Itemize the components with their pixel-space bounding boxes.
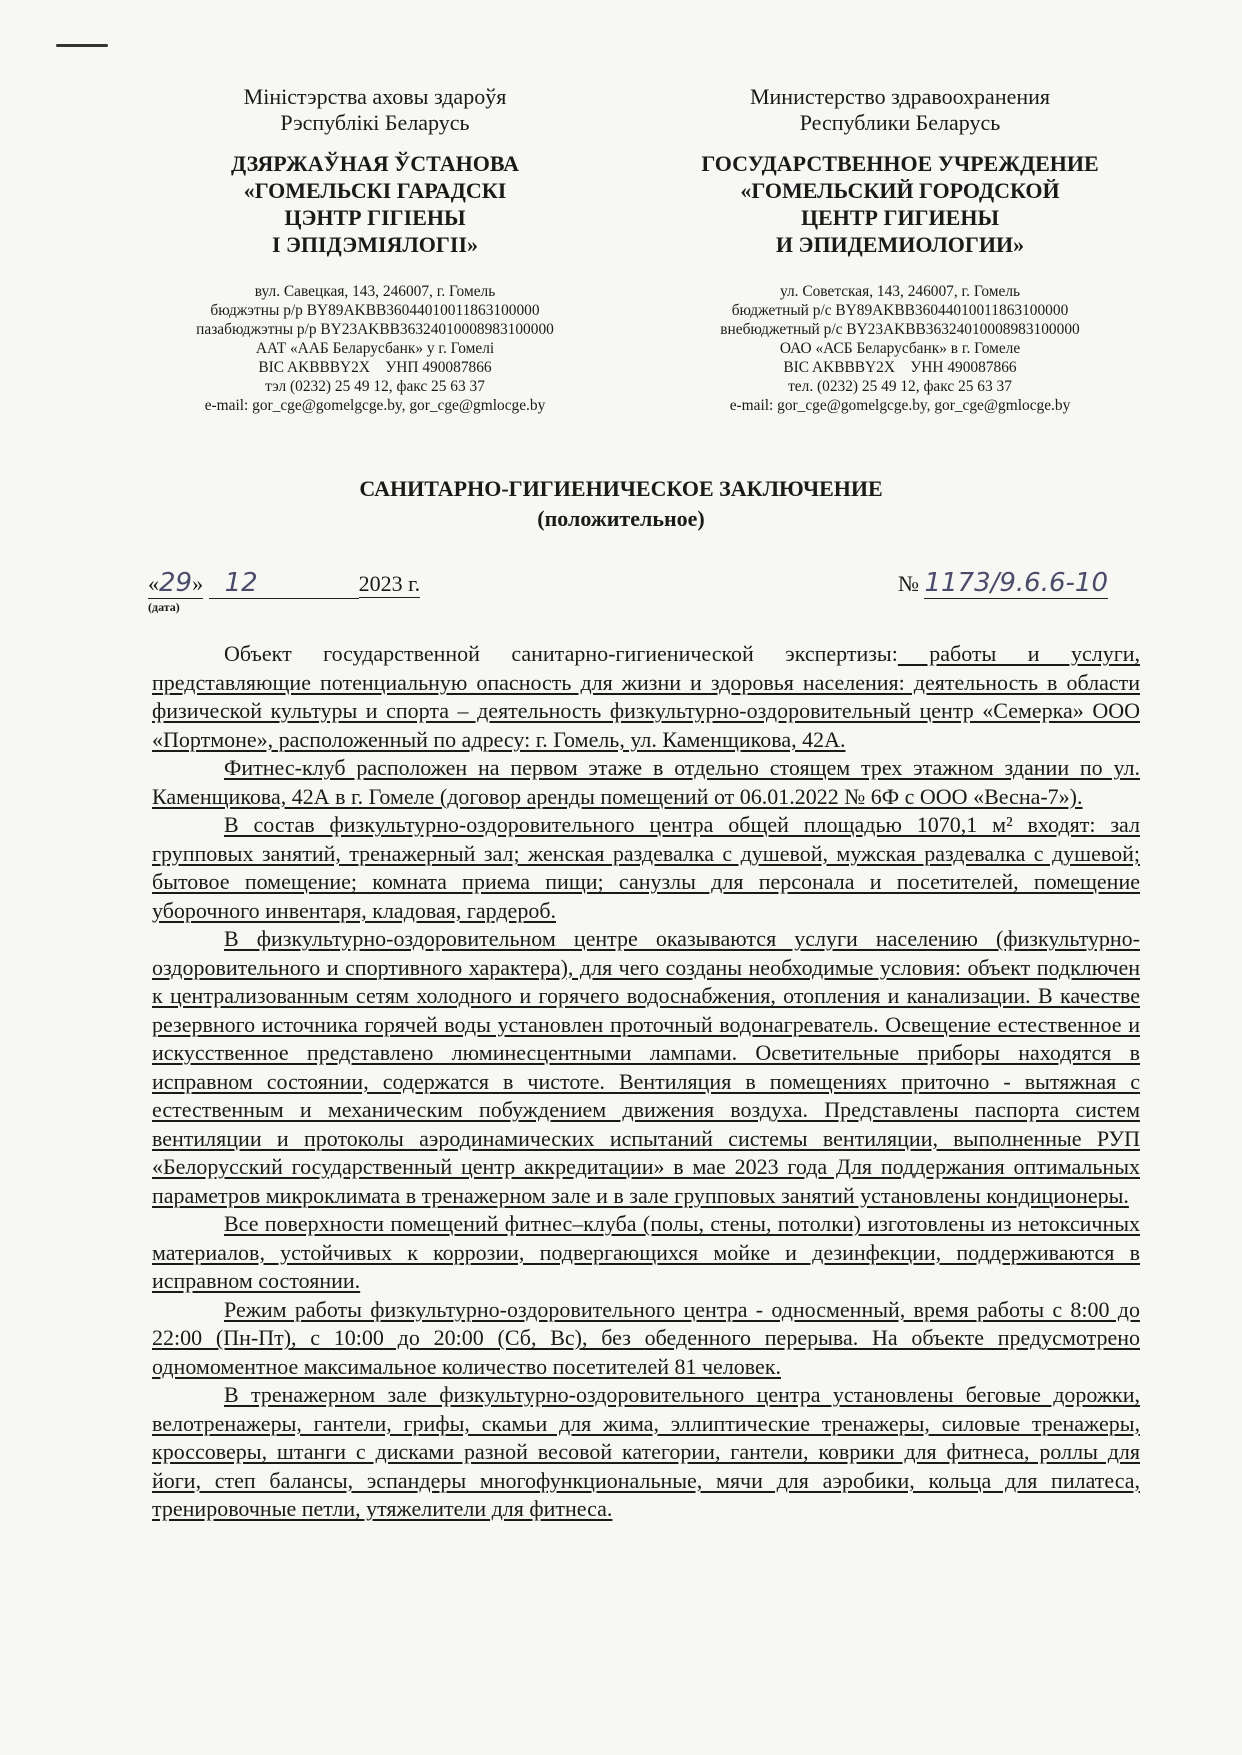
paragraph-location: Фитнес-клуб расположен на первом этаже в отдельно стоящем трех этажном здании по ул. Каменщикова, 42А в г. Гомеле (договор аренды помещений от 06.01.2022 № 6Ф с ООО «Весна-7»).: [152, 755, 1140, 809]
organization-name-by: ДЗЯРЖАЎНАЯ ЎСТАНОВА «ГОМЕЛЬСКІ ГАРАДСКІ ЦЭНТР ГІГІЕНЫ І ЭПІДЭМІЯЛОГІІ»: [230, 151, 520, 257]
document-body: [152, 640, 1140, 1524]
date-number-row: [148, 560, 1108, 614]
header-right: [650, 84, 1150, 415]
paragraph-services: В физкультурно-оздоровительном центре оказываются услуги населению (физкультурно-оздоровительного и спортивного характера), для чего созданы необходимые условия: объект подключен к централизованным сетям холодного и горячего водоснабжения, отопления и канализации. В качестве резервного источника горячей воды установлен проточный водонагреватель. Освещение естественное и искусственное представлено люминесцентными лампами. Осветительные приборы находятся в исправном состоянии, содержатся в чистоте. Вентиляция в помещениях приточно - вытяжная с естественным и механическим побуждением движения воздуха. Представлены паспорта систем вентиляции и протоколы аэродинамических испытаний системы вентиляции, выполненные РУП «Белорусский государственный центр аккредитации» в мае 2023 года Для поддержания оптимальных параметров микроклимата в тренажерном зале и в зале групповых занятий установлены кондиционеры.: [152, 926, 1140, 1208]
document-subtitle: (положительное): [537, 506, 705, 531]
document-date: «29» 12 2023 г.: [148, 568, 421, 598]
organization-name-ru: ГОСУДАРСТВЕННОЕ УЧРЕЖДЕНИЕ «ГОМЕЛЬСКИЙ ГОРОДСКОЙ ЦЕНТР ГИГИЕНЫ И ЭПИДЕМИОЛОГИИ»: [701, 151, 1099, 257]
paragraph-composition: В состав физкультурно-оздоровительного центра общей площадью 1070,1 м² входят: зал групповых занятий, тренажерный зал; женская раздевалка с душевой, мужская раздевалка с душевой; бытовое помещение; комната приема пищи; санузлы для персонала и посетителей, помещение уборочного инвентаря, кладовая, гардероб.: [152, 812, 1140, 923]
organization-details-ru: ул. Советская, 143, 246007, г. Гомель бюджетный р/с BY89AKBB36044010011863100000 внебюджетный р/с BY23AKBB36324010008983100000 ОАО «АСБ Беларусбанк» в г. Гомеле BIC AKBBBY2X УНН 490087866 тел. (0232) 25 49 12, факс 25 63 37 e-mail: gor_cge@gomelgcge.by, gor_cge@gmlocge.by: [720, 283, 1080, 414]
header-left: [125, 84, 625, 415]
document-number-value: 1173/9.6.6-10: [924, 568, 1108, 598]
ministry-name-ru: Министерство здравоохранения Республики Беларусь: [749, 84, 1051, 135]
document-title: САНИТАРНО-ГИГИЕНИЧЕСКОЕ ЗАКЛЮЧЕНИЕ (положительное): [0, 474, 1242, 534]
organization-details-by: вул. Савецкая, 143, 246007, г. Гомель бюджэтны р/р BY89AKBB36044010011863100000 пазабюджэтны р/р BY23AKBB36324010008983100000 ААТ «ААБ Беларусбанк» у г. Гомелі BIC AKBBBY2X УНП 490087866 тэл (0232) 25 49 12, факс 25 63 37 e-mail: gor_cge@gomelgcge.by, gor_cge@gmlocge.by: [196, 283, 554, 414]
paragraph-schedule: Режим работы физкультурно-оздоровительного центра - односменный, время работы с 8:00 до 22:00 (Пн-Пт), с 10:00 до 20:00 (Сб, Вс), без обеденного перерыва. На объекте предусмотрено одномоментное максимальное количество посетителей 81 человек.: [152, 1296, 1140, 1379]
document-number: № 1173/9.6.6-10: [897, 568, 1108, 598]
paragraph-object: Объект государственной санитарно-гигиенической экспертизы: работы и услуги, представляющие потенциальную опасность для жизни и здоровья населения: деятельность в области физической культуры и спорта – деятельность физкультурно-оздоровительный центр «Семерка» ООО «Портмоне», расположенный по адресу: г. Гомель, ул. Каменщикова, 42А.: [152, 641, 1140, 752]
date-month: 12: [224, 568, 258, 598]
paragraph-equipment: В тренажерном зале физкультурно-оздоровительного центра установлены беговые дорожки, велотренажеры, гантели, грифы, скамьи для жима, эллиптические тренажеры, силовые тренажеры, кроссоверы, штанги с дисками разной весовой категории, гантели, коврики для фитнеса, роллы для йоги, степ балансы, эспандеры многофункциональные, мячи для аэробики, кольца для пилатеса, тренировочные петли, утяжелители для фитнеса.: [152, 1382, 1140, 1521]
date-year: 2023 г.: [358, 571, 421, 596]
date-caption: (дата): [148, 600, 180, 614]
scan-mark: [56, 44, 108, 47]
paragraph-surfaces: Все поверхности помещений фитнес–клуба (полы, стены, потолки) изготовлены из нетоксичных материалов, устойчивых к коррозии, подвергающихся мойке и дезинфекции, поддерживаются в исправном состоянии.: [152, 1211, 1140, 1293]
ministry-name-by: Міністэрства аховы здароўя Рэспублікі Беларусь: [243, 84, 507, 135]
date-day: 29: [159, 568, 193, 598]
